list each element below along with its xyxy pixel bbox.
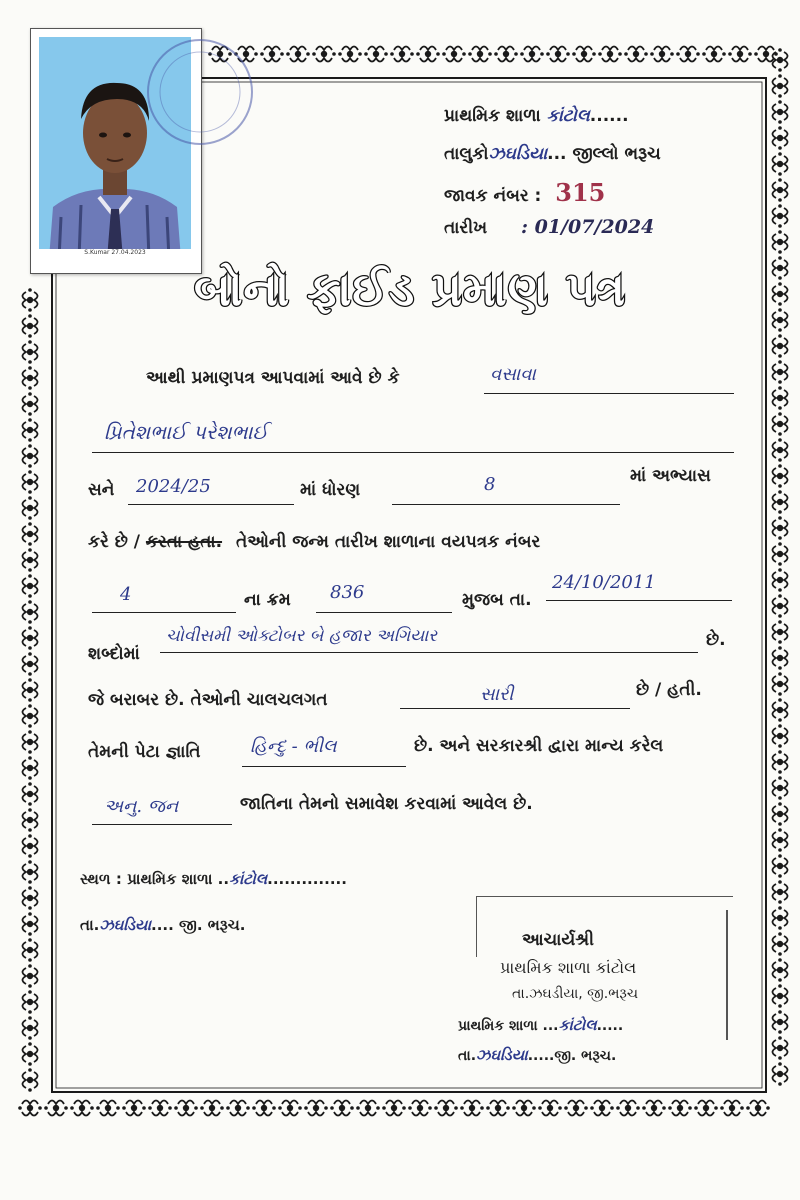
sign-school-label: પ્રાથમિક શાળા <box>458 1018 538 1034</box>
border-ornament <box>23 1016 38 1040</box>
std-label: માં ધોરણ <box>300 480 361 500</box>
border-ornament <box>174 1101 198 1116</box>
border-ornament <box>773 698 788 722</box>
conduct-underline <box>400 708 630 709</box>
border-ornament <box>23 496 38 520</box>
border-ornament <box>23 704 38 728</box>
border-ornament <box>338 47 362 62</box>
border-ornament <box>773 48 788 72</box>
serial-label: ના ક્રમ <box>244 590 291 610</box>
border-ornament <box>304 1101 328 1116</box>
border-ornament <box>642 1101 666 1116</box>
border-ornament <box>23 652 38 676</box>
border-ornament <box>624 47 648 62</box>
did-label-struck: કરતા હતા. <box>145 532 223 552</box>
date-value: : 01/07/2024 <box>520 216 655 238</box>
std-underline <box>392 504 620 505</box>
student-name-underline <box>92 452 734 453</box>
border-ornament <box>546 47 570 62</box>
words-label: શબ્દોમાં <box>88 644 140 664</box>
border-ornament <box>773 776 788 800</box>
border-ornament <box>668 1101 692 1116</box>
border-ornament <box>773 880 788 904</box>
border-ornament <box>590 1101 614 1116</box>
sign-school-line: પ્રાથમિક શાળા ...કાંટોલ..... <box>458 1016 624 1034</box>
border-ornament <box>278 1101 302 1116</box>
sign-taluka-prefix: તા. <box>458 1048 477 1064</box>
border-ornament <box>23 1068 38 1092</box>
border-ornament <box>23 600 38 624</box>
words-end: છે. <box>706 630 726 650</box>
does-label: કરે છે / <box>88 532 140 552</box>
conduct-end: છે / હતી. <box>636 680 702 700</box>
border-ornament <box>23 522 38 546</box>
footer-taluka-value: ઝઘડિયા <box>99 916 152 934</box>
border-ornament <box>23 548 38 572</box>
category-text: જાતિના તેમનો સમાવેશ કરવામાં આવેલ છે. <box>240 794 533 814</box>
school-name: કાંટોલ <box>546 106 590 126</box>
border-ornament <box>23 990 38 1014</box>
border-ornament <box>694 1101 718 1116</box>
border-ornament <box>486 1101 510 1116</box>
subcaste-underline <box>242 766 406 767</box>
border-ornament <box>773 802 788 826</box>
stamp-school: પ્રાથમિક શાળા કાંટોલ <box>500 958 637 977</box>
subcaste-label: તેમની પેટા જ્ઞાતિ <box>88 742 201 762</box>
border-ornament <box>18 1101 42 1116</box>
border-ornament <box>773 386 788 410</box>
border-ornament <box>773 490 788 514</box>
place-label: સ્થળ : પ્રાથમિક શાળા <box>80 870 213 888</box>
stamp-title: આચાર્યશ્રી <box>522 930 595 950</box>
header-taluka-line: તાલુકોઝઘડિયા... જીલ્લો ભરૂચ <box>444 144 661 164</box>
serial-value: 836 <box>330 582 365 603</box>
border-ornament <box>773 750 788 774</box>
surname-value: વસાવા <box>490 364 536 385</box>
dob-underline <box>546 600 732 601</box>
school-label: પ્રાથમિક શાળા <box>444 106 541 126</box>
intro-text: આથી પ્રમાણપત્ર આપવામાં આવે છે કે <box>146 368 400 388</box>
conduct-value: સારી <box>480 684 514 705</box>
border-ornament <box>676 47 700 62</box>
border-ornament <box>773 672 788 696</box>
border-ornament <box>356 1101 380 1116</box>
border-ornament <box>23 834 38 858</box>
border-ornament <box>252 1101 276 1116</box>
year-value: 2024/25 <box>136 476 211 497</box>
border-ornament <box>773 646 788 670</box>
border-ornament <box>773 178 788 202</box>
border-ornament <box>773 542 788 566</box>
category-underline <box>92 824 232 825</box>
border-ornament <box>23 678 38 702</box>
register-value: 4 <box>120 584 132 605</box>
category-value: અનુ. જન <box>104 796 179 817</box>
border-ornament <box>773 906 788 930</box>
border-ornament <box>773 516 788 540</box>
border-ornament <box>512 1101 536 1116</box>
principal-stamp-box <box>476 896 733 957</box>
serial-underline <box>316 612 452 613</box>
footer-taluka-line: તા.ઝઘડિયા.... જી. ભરૂચ. <box>80 916 246 934</box>
border-ornament <box>312 47 336 62</box>
border-ornament <box>460 1101 484 1116</box>
border-ornament <box>200 1101 224 1116</box>
border-ornament <box>564 1101 588 1116</box>
border-ornament <box>773 230 788 254</box>
border-ornament <box>773 256 788 280</box>
header-outward-line <box>444 178 605 207</box>
govt-text: છે. અને સરકારશ્રી દ્વારા માન્ય કરેલ <box>414 736 664 756</box>
studying-label: માં અભ્યાસ <box>630 466 711 486</box>
border-ornament <box>773 464 788 488</box>
border-ornament <box>23 340 38 364</box>
border-ornament <box>23 1042 38 1066</box>
border-ornament <box>23 470 38 494</box>
border-ornament <box>520 47 544 62</box>
border-ornament <box>23 782 38 806</box>
border-ornament <box>616 1101 640 1116</box>
border-ornament <box>702 47 726 62</box>
border-ornament <box>494 47 518 62</box>
border-ornament <box>773 360 788 384</box>
border-ornament <box>773 1062 788 1086</box>
border-ornament <box>148 1101 172 1116</box>
year-underline <box>128 504 294 505</box>
border-ornament <box>720 1101 744 1116</box>
border-ornament <box>773 438 788 462</box>
intro-line <box>146 368 400 388</box>
faint-stamp-seal <box>140 30 270 160</box>
student-name-value: પ્રિતેશભાઈ પરેશભાઈ <box>104 420 268 444</box>
border-ornament <box>23 886 38 910</box>
subcaste-value: હિન્દુ - ભીલ <box>250 736 337 757</box>
border-ornament <box>390 47 414 62</box>
border-ornament <box>773 932 788 956</box>
border-ornament <box>23 314 38 338</box>
border-ornament <box>96 1101 120 1116</box>
border-ornament <box>226 1101 250 1116</box>
border-ornament <box>746 1101 770 1116</box>
district-label: જીલ્લો ભરૂચ <box>572 144 661 164</box>
certificate-title: બોનો ફાઈડ પ્રમાણ પત્ર <box>194 262 626 316</box>
border-ornament <box>416 47 440 62</box>
border-ornament <box>773 568 788 592</box>
border-ornament <box>23 912 38 936</box>
sign-taluka-line: તા.ઝઘડિયા.....જી. ભરૂચ. <box>458 1046 617 1064</box>
border-ornament <box>23 626 38 650</box>
border-ornament <box>773 282 788 306</box>
border-ornament <box>773 984 788 1008</box>
border-ornament <box>650 47 674 62</box>
header-date-line <box>444 216 654 238</box>
date-label: તારીખ <box>444 218 488 238</box>
dob-words-underline <box>160 652 698 653</box>
border-ornament <box>773 204 788 228</box>
std-value: 8 <box>484 474 496 495</box>
place-value: કાંટોલ <box>229 870 268 888</box>
border-ornament <box>364 47 388 62</box>
photo-caption: S.Kumar 27.04.2023 <box>39 249 191 259</box>
border-ornament <box>23 366 38 390</box>
border-ornament <box>23 392 38 416</box>
year-prefix: સને <box>88 480 115 500</box>
correct-label: જે બરાબર છે. તેઓની ચાલચલગત <box>88 690 328 710</box>
dob-text: તેઓની જન્મ તારીખ શાળાના વયપત્રક નંબર <box>235 532 541 552</box>
border-ornament <box>773 958 788 982</box>
border-ornament <box>538 1101 562 1116</box>
border-ornament <box>286 47 310 62</box>
border-ornament <box>330 1101 354 1116</box>
footer-district: જી. ભરૂચ. <box>179 916 246 934</box>
stamp-box-right-edge <box>726 910 728 1040</box>
border-ornament <box>122 1101 146 1116</box>
border-ornament <box>44 1101 68 1116</box>
border-ornament <box>773 724 788 748</box>
sign-school-value: કાંટોલ <box>558 1016 597 1034</box>
border-ornament <box>382 1101 406 1116</box>
border-ornament <box>773 1010 788 1034</box>
border-ornament <box>572 47 596 62</box>
border-ornament <box>773 152 788 176</box>
outward-label: જાવક નંબર : <box>444 186 542 206</box>
border-ornament <box>23 288 38 312</box>
border-ornament <box>773 308 788 332</box>
footer-place-line: સ્થળ : પ્રાથમિક શાળા ..કાંટોલ.............. <box>80 870 347 888</box>
taluka-name: ઝઘડિયા <box>488 144 548 164</box>
border-ornament <box>23 860 38 884</box>
register-underline <box>92 612 236 613</box>
border-ornament <box>23 808 38 832</box>
stamp-taluka: તા.ઝઘડીયા, જી.ભરૂચ <box>512 986 639 1002</box>
border-ornament <box>442 47 466 62</box>
border-ornament <box>434 1101 458 1116</box>
border-ornament <box>773 412 788 436</box>
does-line <box>88 532 540 552</box>
certificate-title-wrap <box>145 262 675 318</box>
border-ornament <box>23 730 38 754</box>
border-ornament <box>728 47 752 62</box>
sign-district: જી. ભરૂચ. <box>554 1048 617 1064</box>
border-ornament <box>773 100 788 124</box>
border-ornament <box>23 574 38 598</box>
dob-value: 24/10/2011 <box>552 572 656 593</box>
border-ornament <box>70 1101 94 1116</box>
border-ornament <box>773 1036 788 1060</box>
header-school-line: પ્રાથમિક શાળા કાંટોલ...... <box>444 106 629 126</box>
border-ornament <box>598 47 622 62</box>
border-ornament <box>773 828 788 852</box>
border-ornament <box>773 74 788 98</box>
border-ornament <box>23 418 38 442</box>
taluka-label: તાલુકો <box>444 144 489 164</box>
border-ornament <box>773 334 788 358</box>
border-ornament <box>773 126 788 150</box>
border-ornament <box>773 594 788 618</box>
border-ornament <box>408 1101 432 1116</box>
border-ornament <box>23 964 38 988</box>
sign-taluka-value: ઝઘડિયા <box>476 1046 528 1064</box>
dob-words-value: ચોવીસમી ઓક્ટોબર બે હજાર અગિયાર <box>166 626 438 646</box>
border-ornament <box>23 938 38 962</box>
outward-number: 315 <box>555 178 606 207</box>
border-ornament <box>23 756 38 780</box>
border-ornament <box>773 854 788 878</box>
border-ornament <box>773 620 788 644</box>
footer-taluka-prefix: તા. <box>80 916 100 934</box>
surname-underline <box>484 393 734 394</box>
border-ornament <box>23 444 38 468</box>
as-per-label: મુજબ તા. <box>462 590 532 610</box>
border-ornament <box>468 47 492 62</box>
